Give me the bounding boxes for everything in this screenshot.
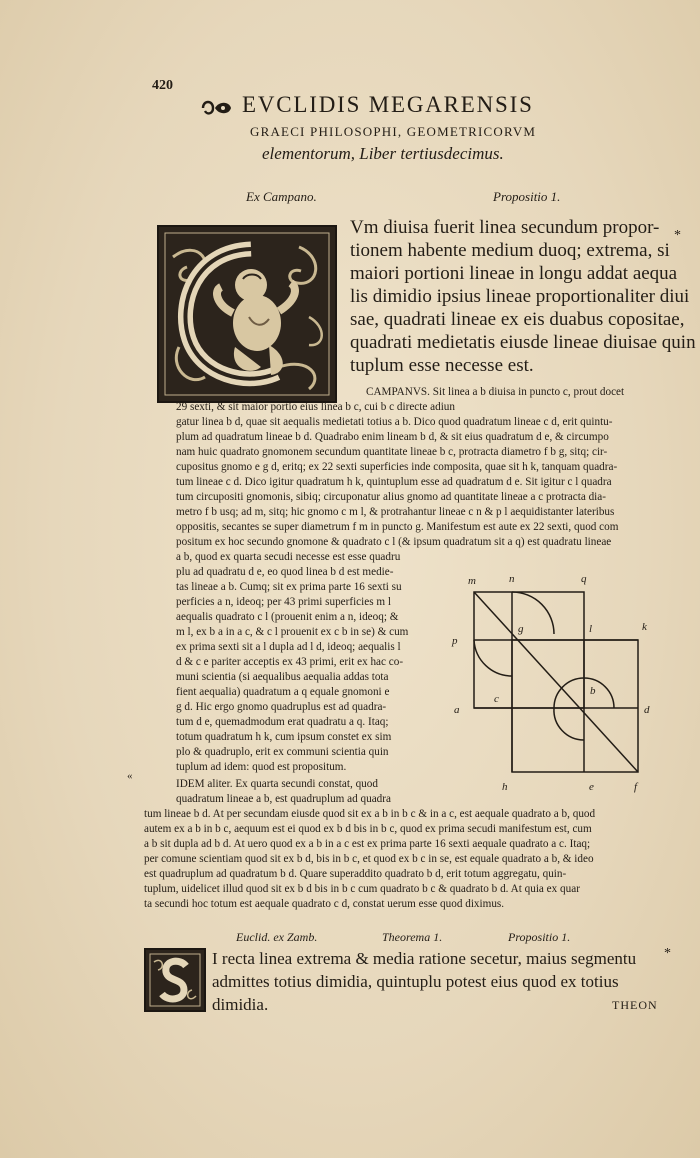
putto-woodcut-illustration: [159, 227, 335, 401]
title-book: elementorum, Liber tertiusdecimus.: [262, 144, 504, 163]
figure-label-m: m: [468, 575, 476, 587]
proposition-line: tionem habente medium duoq; extrema, si: [350, 240, 670, 261]
proposition-line: tuplum esse necesse est.: [350, 355, 534, 376]
margin-mark: «: [127, 770, 133, 782]
proposition-line: quadrati medietatis eiusde lineae diuisae quin: [350, 332, 696, 353]
initial-s-woodcut-illustration: [146, 950, 204, 1010]
commentary-line: plo & quadruplo, erit ex communi scientia quin: [176, 746, 389, 758]
commentary-line: 29 sexti, & sit maior portio eius linea b c, cui b c directe adiun: [176, 401, 455, 413]
figure-label-h: h: [502, 781, 508, 793]
figure-label-f: f: [634, 781, 638, 793]
figure-label-p: p: [452, 635, 458, 647]
commentary-line: tuplum ad idem: quod est propositum.: [176, 761, 347, 773]
figure-label-a: a: [454, 704, 460, 716]
commentary-line: autem ex a b in b c, aequum est ei quod ex b d bis in b c, quod ex prima secudi manifestum est, cum: [144, 823, 592, 835]
commentary-line: quadratum lineae a b, est quadruplum ad quadra: [176, 793, 391, 805]
commentary-line: CAMPANVS. Sit linea a b diuisa in puncto c, prout docet: [366, 386, 625, 398]
decorated-initial-s: [144, 948, 206, 1012]
figure-label-q: q: [581, 573, 587, 585]
figure-label-c: c: [494, 693, 499, 705]
figure-label-l: l: [589, 623, 593, 635]
commentary-line: tum d e, quemadmodum erat quadratu a q. Itaq;: [176, 716, 389, 728]
commentary-line: gatur linea b d, quae sit aequalis medietati totius a b. Dico quod quadratum lineae c d, erit quintu-: [176, 416, 613, 428]
commentary-line: plum ad quadratum lineae b d. Quadrabo enim lineam b d, & sit eius quadratum d e, & circumpo: [176, 431, 609, 443]
commentary-line: a b sit dupla ad b d. At uero quod ex a b in a c est ex prima parte 16 sexti aequale quadrato a c. Itaq;: [144, 838, 591, 850]
commentary-line: tuplum, uidelicet illud quod sit ex b d bis in b c cum quadrato b c & quadrato b d. At quia ex quar: [144, 883, 580, 895]
theorem-line: dimidia.: [212, 995, 269, 1014]
proposition-number-heading: Propositio 1.: [493, 189, 561, 204]
commentary-line: cupositus gnomo e g d, eritq; ex 22 sexti superficies inde composita, quae sit h k, tanquam quadra-: [176, 461, 618, 473]
commentary-line: ex prima sexti sit a l dupla ad l d, ideoq; aequalis l: [176, 641, 401, 653]
proposition-line: Vm diuisa fuerit linea secundum propor-: [350, 217, 660, 238]
commentary-line: g d. Hic ergo gnomo quadruplus est ad quadra-: [176, 701, 387, 713]
commentary-line: est quadruplum ad quadratum b d. Quare superaddito quadrato b d, erit totum aggregatu, quin-: [144, 868, 567, 880]
commentary-line: aequalis quadrato c l (prouenit enim a n, ideoq; &: [176, 611, 399, 623]
footer-proposition-heading: Propositio 1.: [508, 930, 571, 944]
commentary-line: muni scientia (si aequalibus aequalia addas tota: [176, 671, 389, 683]
commentary-line: a b, quod ex quarta secudi necesse est esse quadru: [176, 551, 401, 563]
commentary-line: oppositis, secantes se super diametrum f m in puncto g. Manifestum est aute ex 22 sexti, quod com: [176, 521, 619, 533]
diagonal-f-m: [474, 592, 638, 772]
commentary-line: nam huic quadrato gnomonem secundum quantitate lineae b c, protracta diametro f b g, sitq; cir-: [176, 446, 608, 458]
commentary-line: d & c e pariter acceptis ex 43 primi, erit ex hac co-: [176, 656, 404, 668]
title-subtitle: GRAECI PHILOSOPHI, GEOMETRICORVM: [250, 124, 537, 139]
commentary-line: tum lineae c d. Dico igitur quadratum h k, quintuplum esse ad quadratum d e. Sit igitur c l quadra: [176, 476, 612, 488]
fleuron-ornament-icon: [199, 97, 235, 119]
page-number: 420: [152, 78, 173, 93]
arc: [474, 640, 512, 676]
commentary-line: IDEM aliter. Ex quarta secundi constat, quod: [176, 778, 378, 790]
footer-theorem-heading: Theorema 1.: [382, 930, 443, 944]
commentary-line: metro f b usq; ad m, sitq; hic gnomo c m l, & protrahantur lineae c n & p l aequidistanter lateribus: [176, 506, 615, 518]
proposition-line: maiori portioni lineae in longu addat aequa: [350, 263, 678, 284]
title-main: EVCLIDIS MEGARENSIS: [242, 92, 534, 117]
commentary-line: plu ad quadratu d e, eo quod linea b d est medie-: [176, 566, 394, 578]
commentary-line: totum quadratum h k, cum ipsum constet ex sim: [176, 731, 392, 743]
commentary-line: m l, ex b a in a c, & c l prouenit ex c b in se) & cum: [176, 626, 409, 638]
commentary-line: positum ex hoc secundo gnomone & quadrato c l (& ipsum quadratum sit a q) est quadratu lineae: [176, 536, 612, 548]
commentary-line: perficies a n, ideoq; per 43 primi superficies m l: [176, 596, 391, 608]
arc: [554, 708, 584, 740]
theorem-line: admittes totius dimidia, quintuplu potest eius quod ex totius: [212, 972, 619, 991]
figure-label-n: n: [509, 573, 515, 585]
figure-label-d: d: [644, 704, 650, 716]
commentary-line: tum lineae b d. At per secundam eiusde quod sit ex a b in b c & in a c, est aequale quadrato a b, quod: [144, 808, 596, 820]
commentary-line: fient aequalia) quadratum a q equale gnomoni e: [176, 686, 390, 698]
proposition-line: sae, quadrati lineae ex eis duabus copositae,: [350, 309, 685, 330]
geometry-figure: [444, 568, 662, 798]
decorated-initial-c: [157, 225, 337, 403]
figure-label-k: k: [642, 621, 647, 633]
margin-mark: *: [674, 228, 681, 243]
figure-label-g: g: [518, 623, 524, 635]
proposition-line: lis dimidio ipsius lineae proportionaliter diui: [350, 286, 690, 307]
commentary-line: tas lineae a b. Cumq; sit ex prima parte 16 sexti su: [176, 581, 402, 593]
source-campanus-heading: Ex Campano.: [246, 189, 317, 204]
commentary-line: per comune scientiam quod sit ex b d, bis in b c, et quod ex b c in se, est equale quadrato a b, & ideo: [144, 853, 594, 865]
catchword: THEON: [612, 998, 658, 1012]
figure-label-e: e: [589, 781, 594, 793]
commentary-line: ta secundi hoc totum est aequale quadrato c d, constat uerum esse quod diximus.: [144, 898, 505, 910]
figure-label-b: b: [590, 685, 596, 697]
commentary-line: tum circupositi gnomonis, sibiq; circuponatur alius gnomo ad quantitate lineae a c protracta dia-: [176, 491, 606, 503]
footer-source-heading: Euclid. ex Zamb.: [236, 930, 318, 944]
theorem-line: I recta linea extrema & media ratione secetur, maius segmentu: [212, 949, 637, 968]
margin-mark: *: [664, 946, 671, 961]
